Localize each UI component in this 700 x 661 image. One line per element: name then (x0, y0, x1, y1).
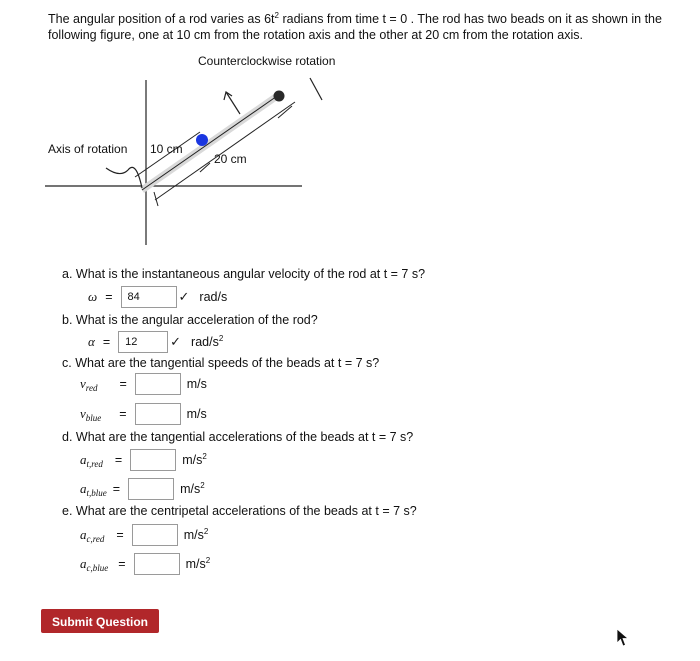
equals-sign: = (118, 557, 126, 571)
ac-blue-row (80, 553, 210, 575)
angular-velocity-input[interactable]: 84 (121, 286, 177, 308)
arrow-inner (226, 92, 240, 114)
ac-red-symbol: a (80, 527, 87, 542)
blue-bead (196, 134, 208, 146)
label-10cm: 10 cm (150, 142, 183, 156)
question-b-text: b. What is the angular acceleration of the rod? (62, 313, 318, 327)
rotation-arrow-tail (154, 192, 158, 206)
unit-label: m/s (186, 377, 207, 391)
equals-sign: = (112, 482, 121, 496)
v-red-symbol: v (80, 376, 86, 391)
equals-sign: = (105, 290, 113, 304)
unit-label: $m/s^2$ (180, 481, 205, 497)
check-icon: ✓ (178, 289, 190, 304)
equals-sign: = (102, 335, 111, 349)
unit-label: $m/s^2$ (185, 556, 211, 572)
at-red-input[interactable] (130, 449, 176, 471)
ac-red-input[interactable] (132, 524, 178, 546)
figure-title: Counterclockwise rotation (198, 54, 336, 68)
equals-sign: = (114, 453, 123, 467)
ac-blue-input[interactable] (134, 553, 180, 575)
v-red-subscript: red (85, 383, 98, 393)
rod-figure (40, 50, 340, 250)
unit-label: rad/$s^2$ (191, 334, 224, 350)
label-20cm: 20 cm (214, 152, 247, 166)
v-blue-input[interactable] (135, 403, 181, 425)
intro-exponent: 2 (274, 11, 279, 20)
at-red-symbol: a (80, 452, 87, 467)
question-a-answer-row (88, 286, 227, 308)
question-a-text: a. What is the instantaneous angular velocity of the rod at t = 7 s? (62, 267, 426, 281)
alpha-symbol: α (88, 334, 95, 349)
unit-label: $m/s^2$ (182, 452, 207, 468)
equals-sign: = (119, 377, 127, 391)
at-blue-row (80, 478, 205, 500)
at-red-subscript: t,red (86, 459, 103, 469)
omega-symbol: ω (88, 289, 98, 304)
unit-label: $m/s^2$ (183, 527, 209, 543)
intro-text-2: radians from time t = 0 . The rod has two beads on it as shown in the following figure, one at 10 cm from the rotation axis and the other at 20 cm from the rotation axis. (48, 12, 662, 43)
rotation-arrow (106, 167, 142, 188)
outer-bead (274, 91, 285, 102)
intro-text-1: The angular position of a rod varies as 6t (48, 12, 275, 27)
at-blue-subscript: t,blue (86, 488, 107, 498)
axis-label: Axis of rotation (48, 142, 128, 156)
submit-question-button[interactable]: Submit Question (41, 609, 159, 633)
equals-sign: = (116, 528, 124, 542)
v-blue-subscript: blue (85, 413, 102, 423)
equals-sign: = (119, 407, 127, 421)
check-icon: ✓ (170, 334, 182, 349)
ac-red-row (80, 524, 208, 546)
ac-blue-symbol: a (80, 556, 87, 571)
question-e-text: e. What are the centripetal accelerations of the beads at t = 7 s? (62, 504, 417, 518)
at-red-row (80, 449, 207, 471)
v-red-row (80, 373, 207, 395)
arrow-outer (310, 78, 322, 100)
problem-statement (48, 8, 688, 43)
at-blue-input[interactable] (128, 478, 174, 500)
v-blue-row (80, 403, 207, 425)
question-d-text: d. What are the tangential accelerations of the beads at t = 7 s? (62, 430, 414, 444)
mouse-cursor-icon (616, 628, 630, 648)
v-red-input[interactable] (135, 373, 181, 395)
unit-label: m/s (186, 407, 207, 421)
unit-label: rad/s (199, 290, 228, 304)
question-c-text: c. What are the tangential speeds of the beads at t = 7 s? (62, 356, 380, 370)
angular-acceleration-input[interactable]: 12 (118, 331, 168, 353)
ac-blue-subscript: c,blue (86, 563, 109, 573)
question-b-answer-row (88, 331, 223, 353)
at-blue-symbol: a (80, 481, 87, 496)
v-blue-symbol: v (80, 406, 86, 421)
ac-red-subscript: c,red (86, 534, 105, 544)
